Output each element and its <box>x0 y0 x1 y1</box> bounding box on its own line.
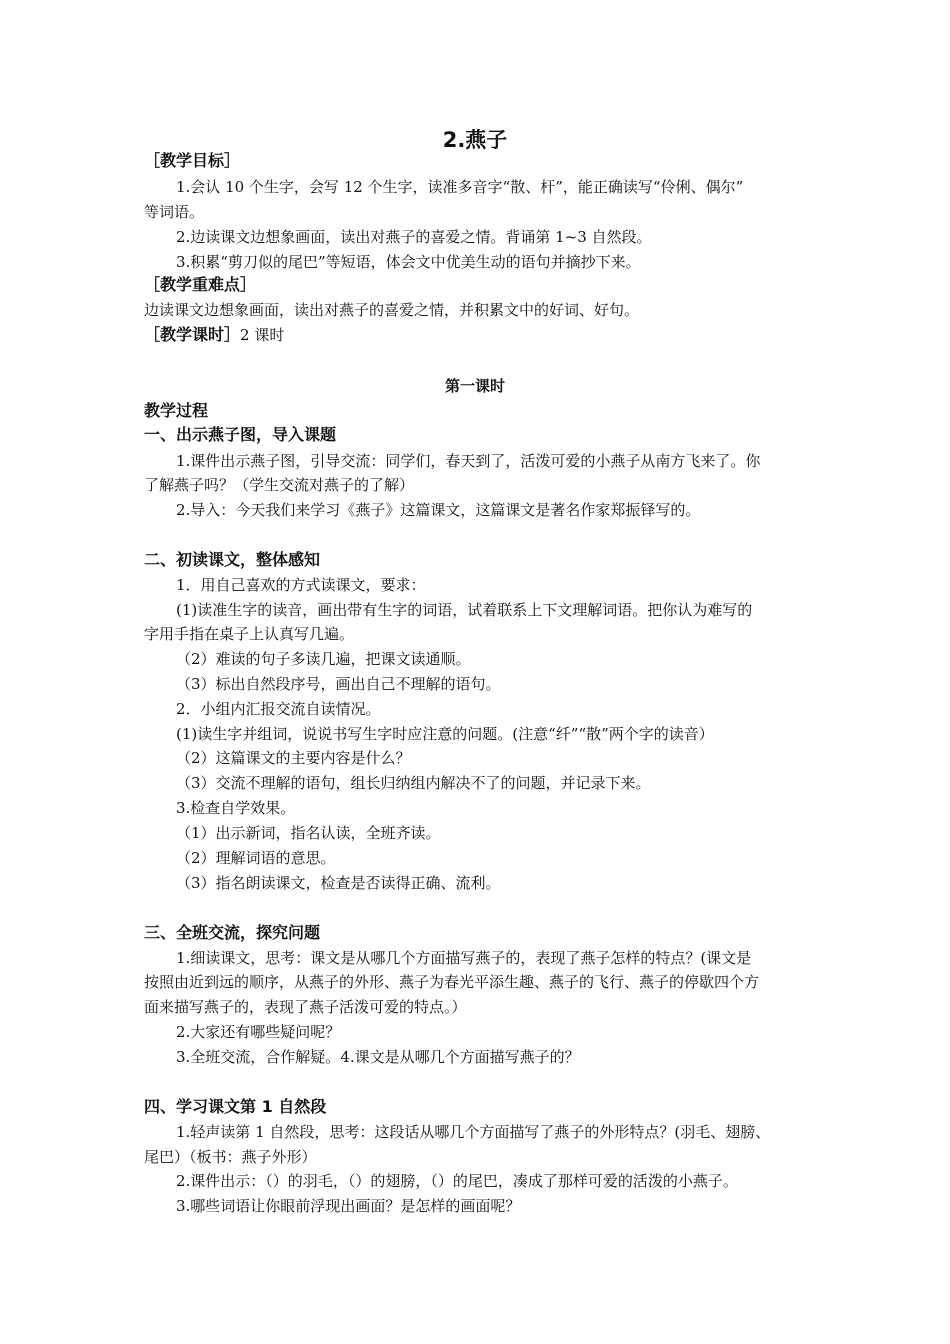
section-3-line-4: 2.大家还有哪些疑问呢？ <box>176 1023 341 1041</box>
key-points-text: 边读课文边想象画面，读出对燕子的喜爱之情，并积累文中的好词、好句。 <box>144 301 640 319</box>
section-1-line-1: 1.课件出示燕子图，引导交流：同学们，春天到了，活泼可爱的小燕子从南方飞来了。你 <box>176 452 761 470</box>
hours-value: 2 课时 <box>240 326 285 344</box>
section-4-line-4: 3.哪些词语让你眼前浮现出画面？是怎样的画面呢？ <box>176 1197 521 1215</box>
section-2-line-4: （2）难读的句子多读几遍，把课文读通顺。 <box>176 650 471 668</box>
section-2-line-9: （3）交流不理解的语句，组长归纳组内解决不了的问题，并记录下来。 <box>176 774 651 792</box>
section-4-line-2: 尾巴）（板书：燕子外形） <box>144 1148 317 1166</box>
section-2-line-10: 3.检查自学效果。 <box>176 799 296 817</box>
section-1-line-3: 2.导入：今天我们来学习《燕子》这篇课文，这篇课文是著名作家郑振铎写的。 <box>176 501 701 519</box>
document-title: 2.燕子 <box>442 128 508 152</box>
key-points-heading: ［教学重难点］ <box>144 275 257 294</box>
section-4-heading: 四、学习课文第 1 自然段 <box>144 1097 327 1116</box>
section-1-heading: 一、出示燕子图，导入课题 <box>144 425 337 444</box>
hours-heading: ［教学课时］ <box>144 325 241 344</box>
section-2-line-8: （2）这篇课文的主要内容是什么？ <box>176 749 411 767</box>
hours-line <box>144 324 284 346</box>
lesson-title: 第一课时 <box>444 377 505 395</box>
process-heading: 教学过程 <box>144 401 209 420</box>
section-3-line-2: 按照由近到远的顺序，从燕子的外形、燕子为春光平添生趣、燕子的飞行、燕子的停歇四个方 <box>144 973 760 991</box>
section-4-line-1: 1.轻声读第 1 自然段，思考：这段话从哪几个方面描写了燕子的外形特点？(羽毛、翅膀、 <box>176 1123 771 1141</box>
section-2-line-1: 1．用自己喜欢的方式读课文，要求： <box>176 576 426 594</box>
section-2-line-2: (1)读准生字的读音，画出带有生字的词语，试着联系上下文理解词语。把你认为难写的 <box>176 601 753 619</box>
section-2-line-5: （3）标出自然段序号，画出自己不理解的语句。 <box>176 675 501 693</box>
section-2-line-11: （1）出示新词，指名认读，全班齐读。 <box>176 824 441 842</box>
objective-item-1-line-2: 等词语。 <box>144 203 205 221</box>
section-3-line-1: 1.细读课文，思考：课文是从哪几个方面描写燕子的，表现了燕子怎样的特点？(课文是 <box>176 949 752 967</box>
objective-item-2: 2.边读课文边想象画面，读出对燕子的喜爱之情。背诵第 1~3 自然段。 <box>176 228 652 246</box>
objective-item-3: 3.积累“剪刀似的尾巴”等短语，体会文中优美生动的语句并摘抄下来。 <box>176 253 641 271</box>
section-2-line-13: （3）指名朗读课文，检查是否读得正确、流利。 <box>176 874 501 892</box>
objective-item-1-line-1: 1.会认 10 个生字，会写 12 个生字，读准多音字“散、杆”，能正确读写“伶俐、偶尔” <box>176 178 744 196</box>
section-2-line-12: （2）理解词语的意思。 <box>176 849 336 867</box>
section-1-line-2: 了解燕子吗？（学生交流对燕子的了解） <box>144 476 415 494</box>
section-3-line-5: 3.全班交流，合作解疑。4.课文是从哪几个方面描写燕子的？ <box>176 1048 580 1066</box>
section-2-line-7: (1)读生字并组词，说说书写生字时应注意的问题。(注意“纤”“散”两个字的读音） <box>176 725 714 743</box>
section-3-line-3: 面来描写燕子的，表现了燕子活泼可爱的特点。） <box>144 998 467 1016</box>
section-2-line-6: 2．小组内汇报交流自读情况。 <box>176 700 381 718</box>
section-2-line-3: 字用手指在桌子上认真写几遍。 <box>144 625 355 643</box>
section-2-heading: 二、初读课文，整体感知 <box>144 550 321 569</box>
section-3-heading: 三、全班交流，探究问题 <box>144 923 321 942</box>
objectives-heading: ［教学目标］ <box>144 151 241 170</box>
section-4-line-3: 2.课件出示：（）的羽毛，（）的翅膀，（）的尾巴，凑成了那样可爱的活泼的小燕子。 <box>176 1172 738 1190</box>
